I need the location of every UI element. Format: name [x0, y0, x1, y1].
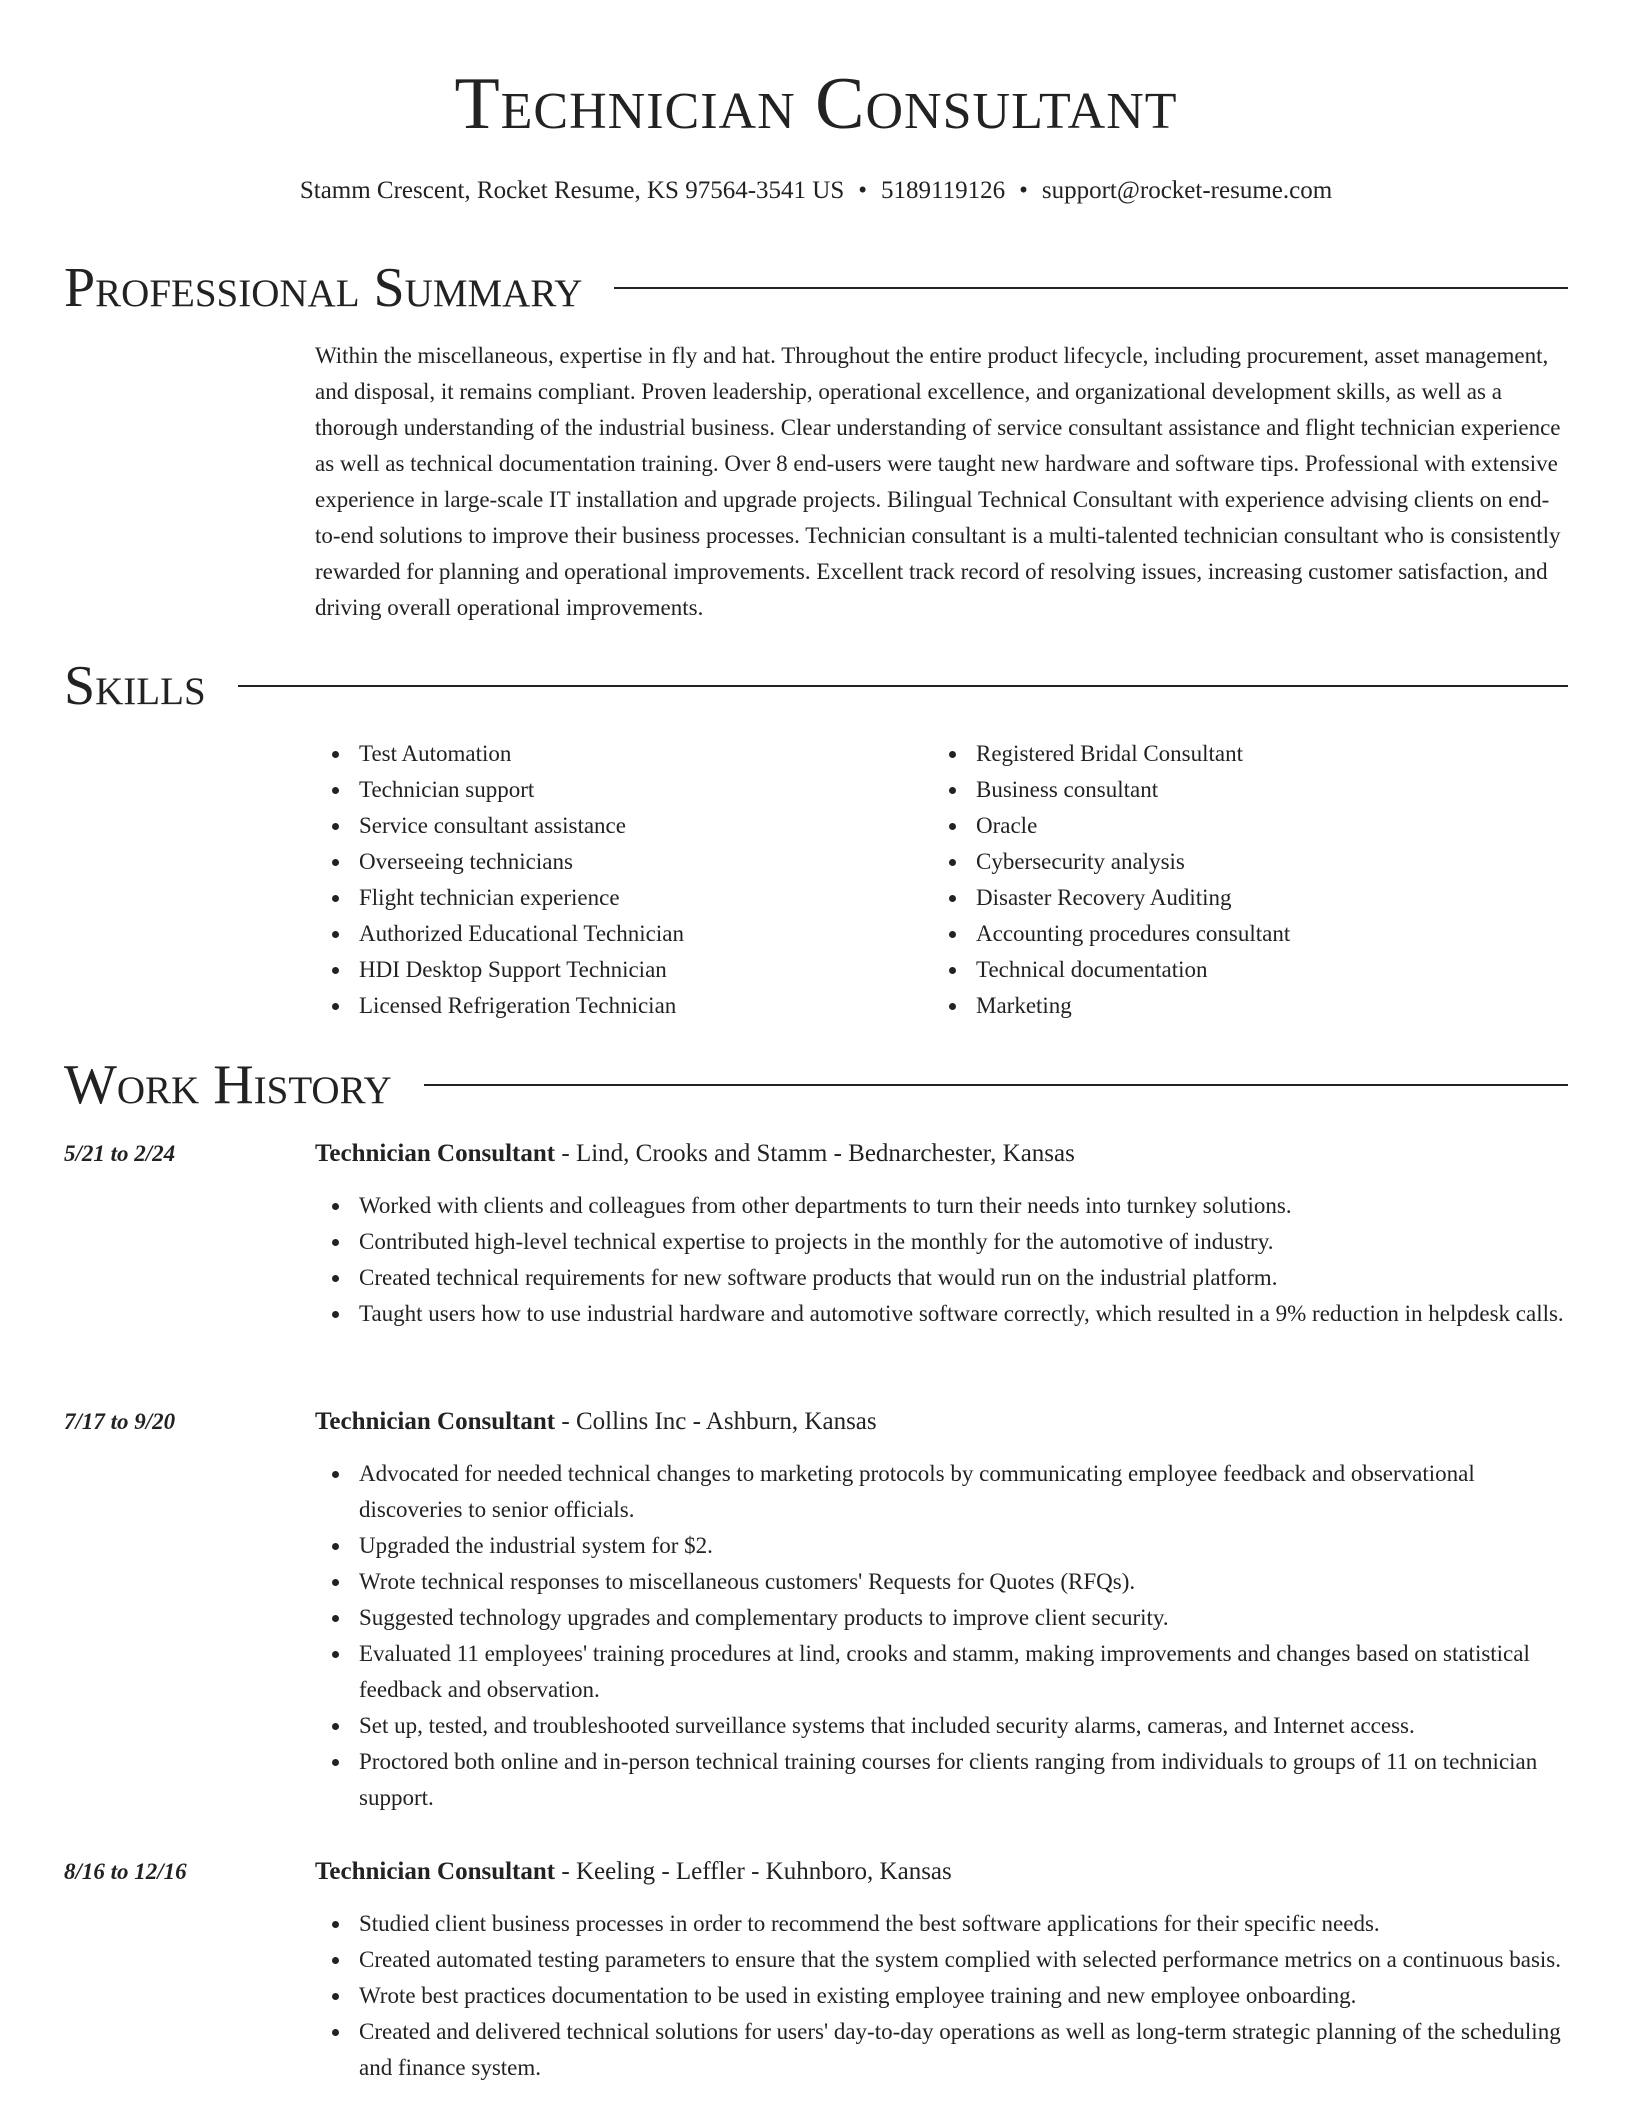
duty-item: Advocated for needed technical changes to marketing protocols by communicating employee feedback and observational discoveries to senior officials. — [359, 1456, 1570, 1528]
duty-item: Suggested technology upgrades and complementary products to improve client security. — [359, 1600, 1570, 1636]
duty-item: Created technical requirements for new software products that would run on the industrial platform. — [359, 1260, 1570, 1296]
job-title: Technician Consultant — [315, 1408, 556, 1435]
contact-separator: • — [1019, 177, 1028, 204]
skills-column-left — [315, 736, 932, 1024]
skills-column-right — [932, 736, 1549, 1024]
job-dates: 7/17 to 9/20 — [64, 1409, 176, 1434]
skill-item: Disaster Recovery Auditing — [976, 880, 1549, 916]
skill-item: Oracle — [976, 808, 1549, 844]
work-section-header — [64, 1055, 1568, 1115]
skill-item: Test Automation — [359, 736, 932, 772]
skill-item: Technician support — [359, 772, 932, 808]
contact-email: support@rocket-resume.com — [1041, 177, 1333, 204]
skill-item: Registered Bridal Consultant — [976, 736, 1549, 772]
job-title-line — [315, 1136, 1570, 1172]
job-duties — [315, 1906, 1570, 2086]
skill-item: Flight technician experience — [359, 880, 932, 916]
job-dates: 8/16 to 12/16 — [64, 1859, 187, 1884]
duty-item: Wrote best practices documentation to be used in existing employee training and new employee onboarding. — [359, 1978, 1570, 2014]
job-company: - Collins Inc - Ashburn, Kansas — [555, 1408, 877, 1435]
contact-line — [0, 176, 1632, 206]
contact-address: Stamm Crescent, Rocket Resume, KS 97564-3541 US — [299, 177, 845, 204]
job-title: Technician Consultant — [315, 1858, 556, 1885]
duty-item: Evaluated 11 employees' training procedures at lind, crooks and stamm, making improvements and changes based on statistical feedback and observation. — [359, 1636, 1570, 1708]
skill-item: Technical documentation — [976, 952, 1549, 988]
duty-item: Wrote technical responses to miscellaneous customers' Requests for Quotes (RFQs). — [359, 1564, 1570, 1600]
summary-section-header — [64, 258, 1568, 318]
job-title-line — [315, 1854, 1570, 1890]
job-title-line — [315, 1404, 1570, 1440]
resume-name: Technician Consultant — [454, 63, 1178, 145]
skills-list — [315, 736, 1570, 1024]
skill-item: Cybersecurity analysis — [976, 844, 1549, 880]
skills-heading: Skills — [64, 655, 206, 717]
work-heading: Work History — [64, 1054, 392, 1116]
skill-item: Overseeing technicians — [359, 844, 932, 880]
job-company: - Keeling - Leffler - Kuhnboro, Kansas — [555, 1858, 952, 1885]
skill-item: Licensed Refrigeration Technician — [359, 988, 932, 1024]
skill-item: HDI Desktop Support Technician — [359, 952, 932, 988]
section-divider — [424, 1084, 1568, 1086]
section-divider — [614, 287, 1568, 289]
skill-item: Authorized Educational Technician — [359, 916, 932, 952]
section-divider — [238, 685, 1568, 687]
job-dates: 5/21 to 2/24 — [64, 1141, 176, 1166]
duty-item: Proctored both online and in-person technical training courses for clients ranging from individuals to groups of 11 on technician support. — [359, 1744, 1570, 1816]
skill-item: Marketing — [976, 988, 1549, 1024]
duty-item: Set up, tested, and troubleshooted surveillance systems that included security alarms, cameras, and Internet access. — [359, 1708, 1570, 1744]
job-duties — [315, 1456, 1570, 1816]
contact-separator: • — [858, 177, 868, 204]
summary-text: Within the miscellaneous, expertise in fly and hat. Throughout the entire product lifecycle, including procurement, asset management, and disposal, it remains compliant. Proven leadership, operational excellence, and organizational development skills, as well as a thorough understanding of the industrial business. Clear understanding of service consultant assistance and flight technician experience as well as technical documentation training. Over 8 end-users were taught new hardware and software tips. Professional with extensive experience in large-scale IT installation and upgrade projects. Bilingual Technical Consultant with experience advising clients on end-to-end solutions to improve their business processes. Technician consultant is a multi-talented technician consultant who is consistently rewarded for planning and operational improvements. Excellent track record of resolving issues, increasing customer satisfaction, and driving overall operational improvements. — [315, 343, 1561, 620]
summary-heading: Professional Summary — [64, 257, 583, 319]
skill-item: Business consultant — [976, 772, 1549, 808]
duty-item: Taught users how to use industrial hardware and automotive software correctly, which resulted in a 9% reduction in helpdesk calls. — [359, 1296, 1570, 1332]
job-company: - Lind, Crooks and Stamm - Bednarchester, Kansas — [555, 1140, 1075, 1167]
duty-item: Created automated testing parameters to ensure that the system complied with selected performance metrics on a continuous basis. — [359, 1942, 1570, 1978]
contact-phone: 5189119126 — [881, 177, 1006, 204]
duty-item: Upgraded the industrial system for $2. — [359, 1528, 1570, 1564]
duty-item: Studied client business processes in order to recommend the best software applications for their specific needs. — [359, 1906, 1570, 1942]
duty-item: Created and delivered technical solutions for users' day-to-day operations as well as long-term strategic planning of the scheduling and finance system. — [359, 2014, 1570, 2086]
duty-item: Worked with clients and colleagues from other departments to turn their needs into turnkey solutions. — [359, 1188, 1570, 1224]
job-title: Technician Consultant — [315, 1140, 556, 1167]
duty-item: Contributed high-level technical expertise to projects in the monthly for the automotive of industry. — [359, 1224, 1570, 1260]
skill-item: Service consultant assistance — [359, 808, 932, 844]
job-duties — [315, 1188, 1570, 1332]
skills-section-header — [64, 656, 1568, 716]
skill-item: Accounting procedures consultant — [976, 916, 1549, 952]
